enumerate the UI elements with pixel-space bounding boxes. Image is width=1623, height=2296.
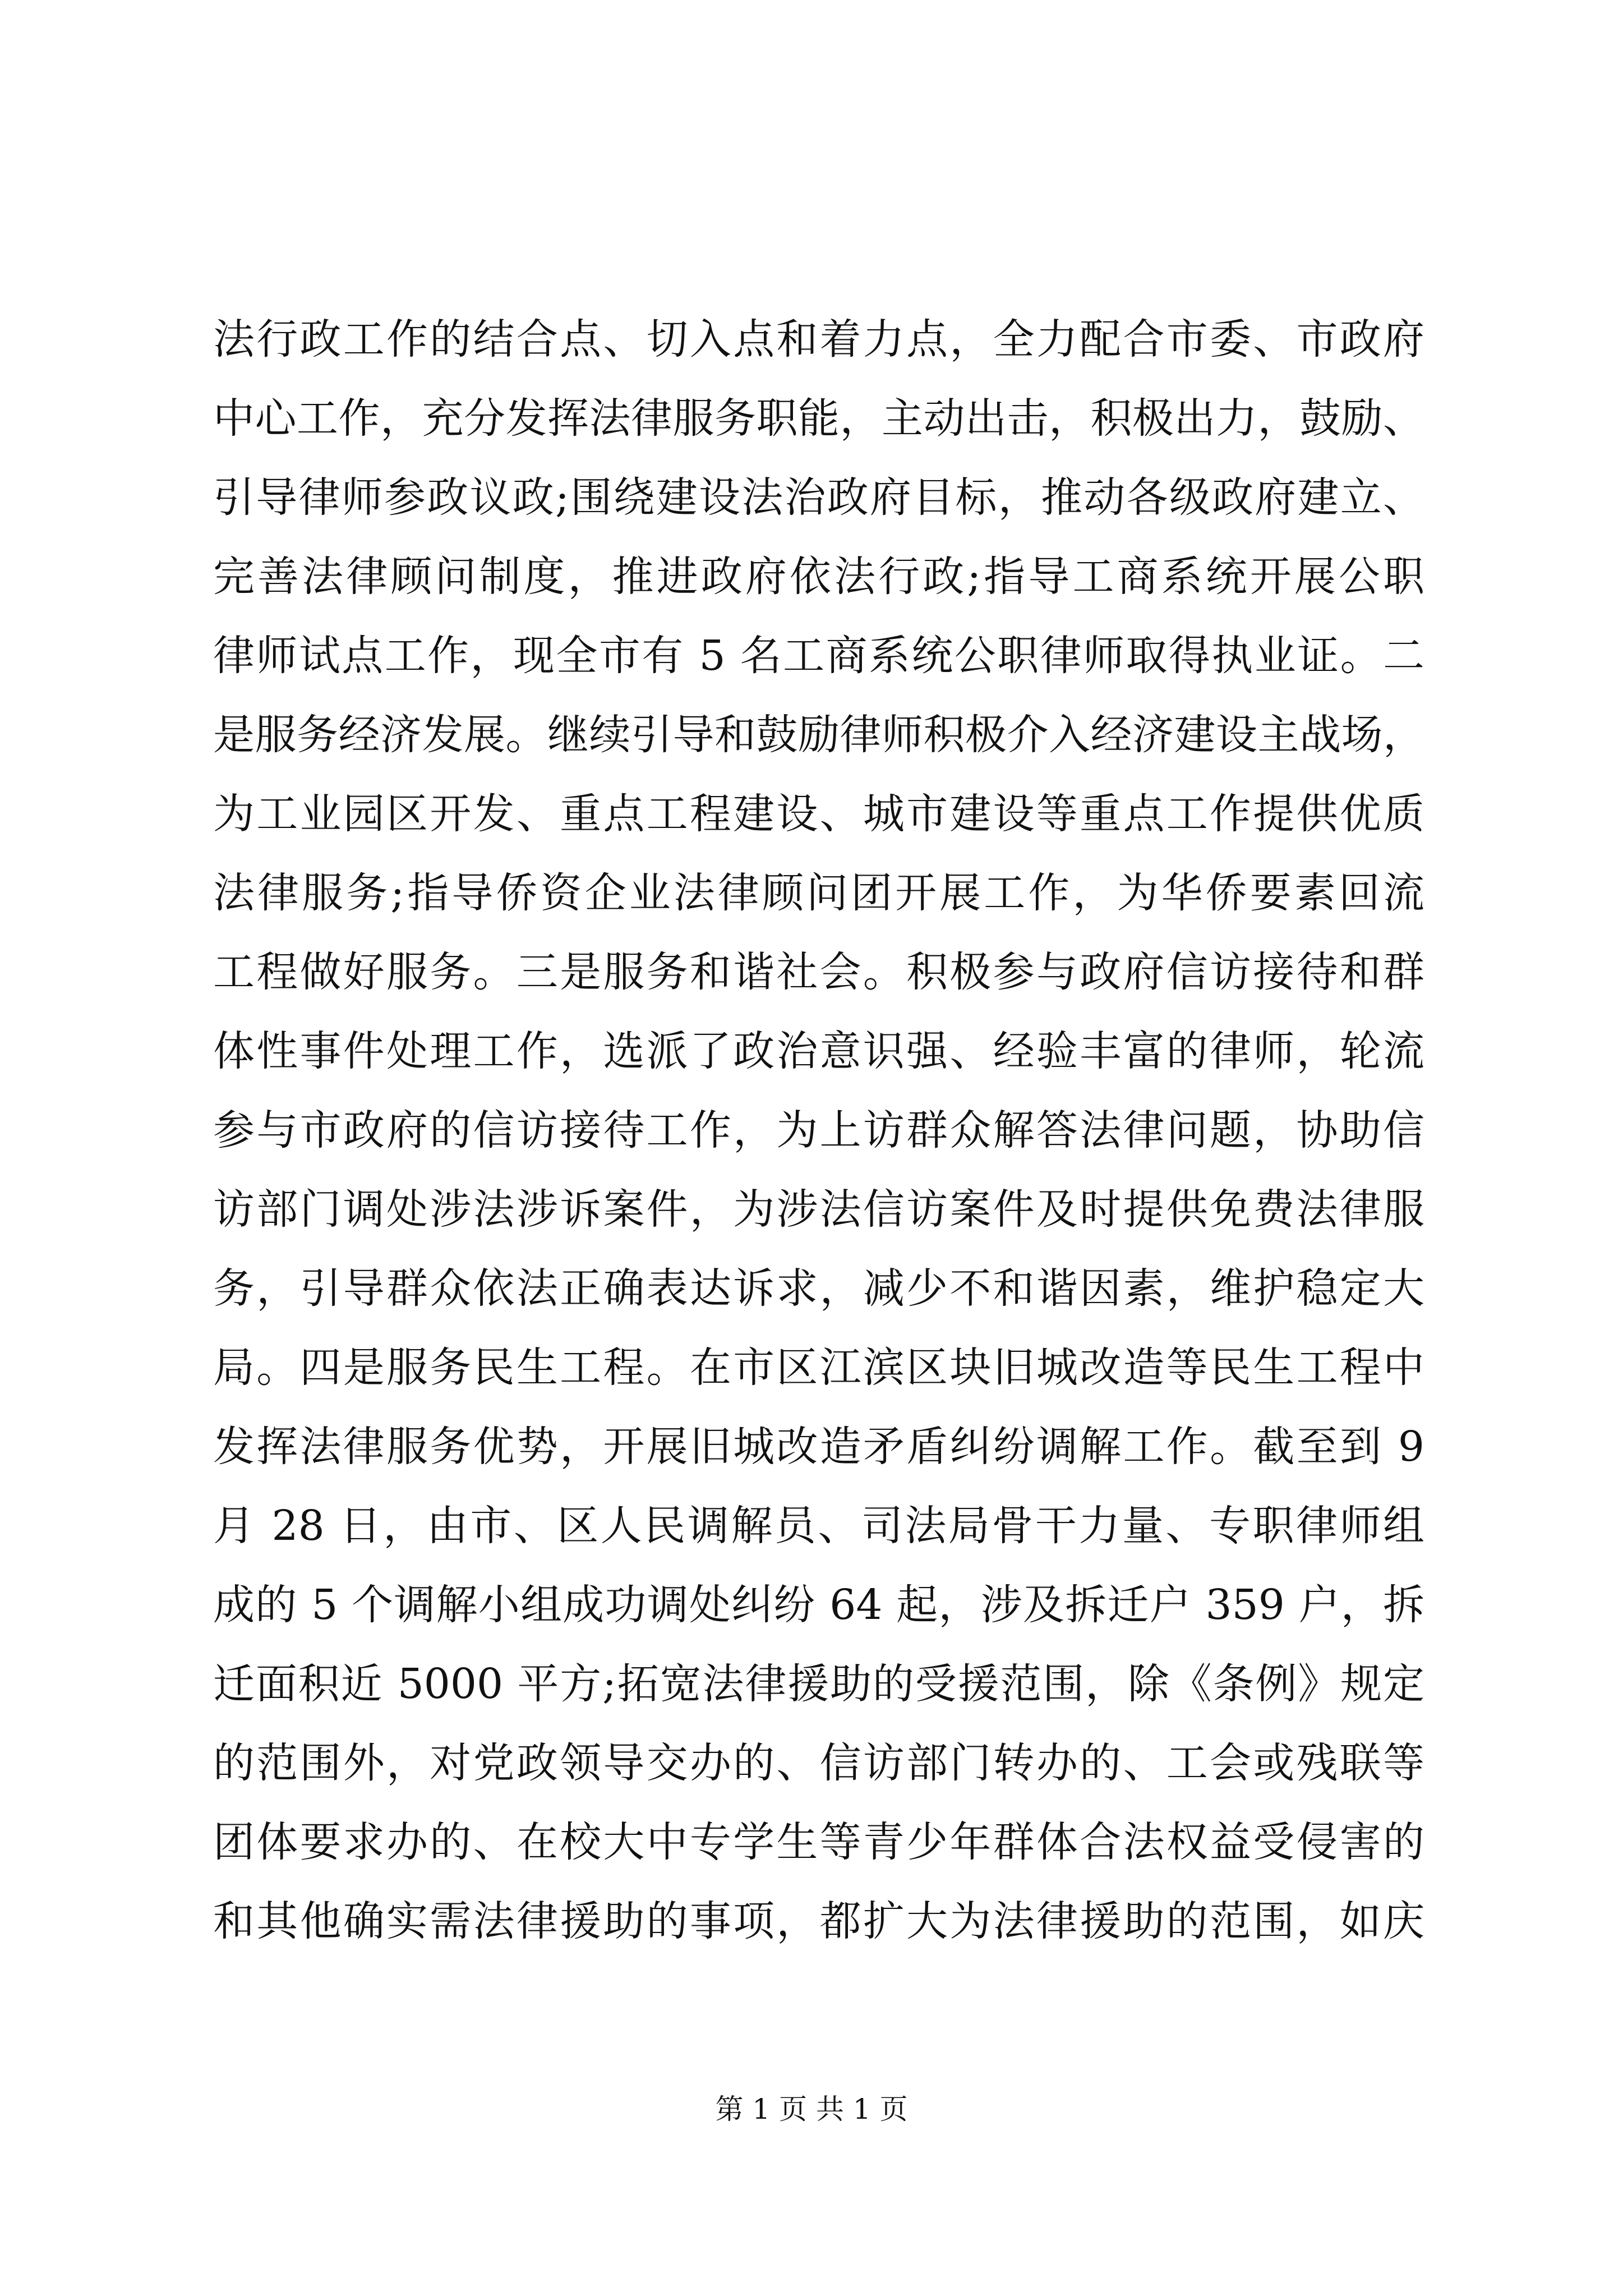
text-line: 迁面积近 5000 平方;拓宽法律援助的受援范围，除《条例》规定 <box>213 1660 1424 1708</box>
text-line: 法律服务;指导侨资企业法律顾问团开展工作，为华侨要素回流 <box>213 869 1424 917</box>
text-line: 务，引导群众依法正确表达诉求，减少不和谐因素，维护稳定大 <box>213 1264 1424 1313</box>
page-footer: 第 1 页 共 1 页 <box>715 2093 908 2125</box>
text-line: 发挥法律服务优势，开展旧城改造矛盾纠纷调解工作。截至到 9 <box>213 1423 1424 1471</box>
text-line: 为工业园区开发、重点工程建设、城市建设等重点工作提供优质 <box>213 790 1424 838</box>
text-line: 和其他确实需法律援助的事项，都扩大为法律援助的范围，如庆 <box>213 1897 1424 1945</box>
body-paragraph <box>213 300 1424 1961</box>
text-line: 是服务经济发展。继续引导和鼓励律师积极介入经济建设主战场， <box>213 711 1424 759</box>
text-line: 局。四是服务民生工程。在市区江滨区块旧城改造等民生工程中 <box>213 1343 1424 1392</box>
text-line: 参与市政府的信访接待工作，为上访群众解答法律问题，协助信 <box>213 1106 1424 1154</box>
text-line: 完善法律顾问制度，推进政府依法行政;指导工商系统开展公职 <box>213 553 1424 601</box>
text-line: 访部门调处涉法涉诉案件，为涉法信访案件及时提供免费法律服 <box>213 1185 1424 1234</box>
text-line: 律师试点工作，现全市有 5 名工商系统公职律师取得执业证。二 <box>213 632 1424 680</box>
text-line: 的范围外，对党政领导交办的、信访部门转办的、工会或残联等 <box>213 1739 1424 1787</box>
text-line: 成的 5 个调解小组成功调处纠纷 64 起，涉及拆迁户 359 户，拆 <box>213 1581 1424 1629</box>
text-line: 中心工作，充分发挥法律服务职能，主动出击，积极出力，鼓励、 <box>213 394 1424 443</box>
text-line: 法行政工作的结合点、切入点和着力点，全力配合市委、市政府 <box>213 315 1424 364</box>
text-line: 团体要求办的、在校大中专学生等青少年群体合法权益受侵害的 <box>213 1818 1424 1866</box>
text-line: 工程做好服务。三是服务和谐社会。积极参与政府信访接待和群 <box>213 948 1424 996</box>
text-line: 体性事件处理工作，选派了政治意识强、经验丰富的律师，轮流 <box>213 1027 1424 1075</box>
text-line: 引导律师参政议政;围绕建设法治政府目标，推动各级政府建立、 <box>213 473 1424 522</box>
text-line: 月 28 日，由市、区人民调解员、司法局骨干力量、专职律师组 <box>213 1502 1424 1550</box>
